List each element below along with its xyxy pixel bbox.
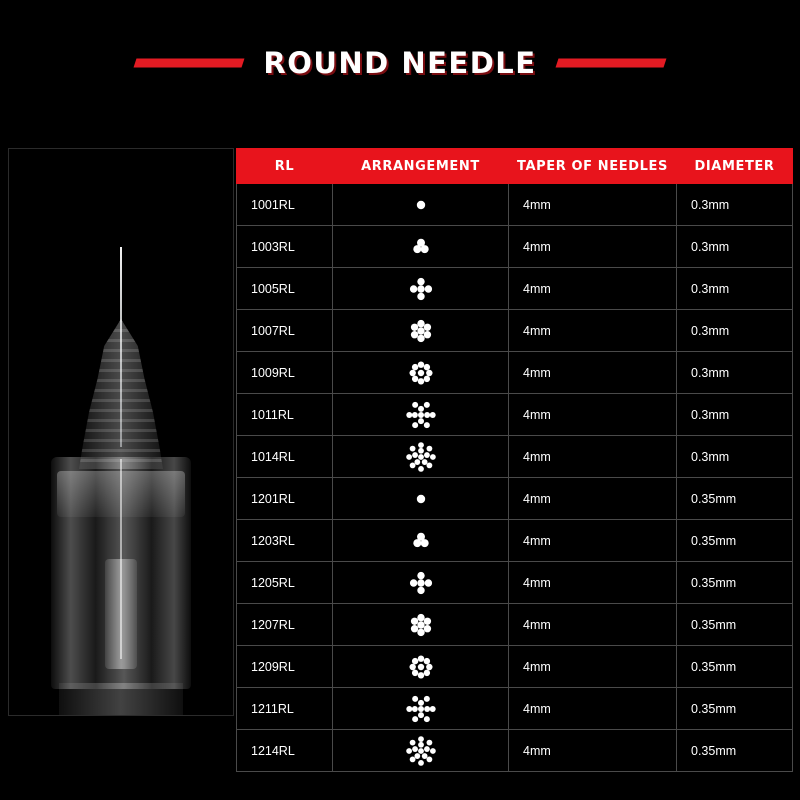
cell-model: 1009RL	[237, 352, 333, 394]
cell-model: 1214RL	[237, 730, 333, 772]
cell-diameter: 0.35mm	[677, 646, 793, 688]
cell-model: 1203RL	[237, 520, 333, 562]
cell-taper: 4mm	[509, 688, 677, 730]
cell-taper: 4mm	[509, 268, 677, 310]
cell-taper: 4mm	[509, 436, 677, 478]
table-row	[237, 730, 793, 772]
cell-model: 1007RL	[237, 310, 333, 352]
needle-arrangement-icon	[333, 226, 509, 268]
cell-model: 1003RL	[237, 226, 333, 268]
table-body	[237, 184, 793, 772]
table-row	[237, 646, 793, 688]
cell-diameter: 0.3mm	[677, 394, 793, 436]
cell-diameter: 0.3mm	[677, 352, 793, 394]
cell-diameter: 0.3mm	[677, 268, 793, 310]
cell-model: 1201RL	[237, 478, 333, 520]
cell-diameter: 0.3mm	[677, 226, 793, 268]
cell-model: 1209RL	[237, 646, 333, 688]
cell-model: 1014RL	[237, 436, 333, 478]
column-header-rl: RL	[237, 149, 333, 184]
needle-cone-icon	[79, 319, 163, 469]
cartridge-base-icon	[59, 683, 183, 716]
needle-arrangement-icon	[333, 352, 509, 394]
cell-diameter: 0.35mm	[677, 520, 793, 562]
cell-taper: 4mm	[509, 226, 677, 268]
needle-arrangement-icon	[333, 562, 509, 604]
cell-diameter: 0.35mm	[677, 730, 793, 772]
cell-model: 1211RL	[237, 688, 333, 730]
column-header-diameter: DIAMETER	[677, 149, 793, 184]
needle-arrangement-icon	[333, 646, 509, 688]
cell-taper: 4mm	[509, 352, 677, 394]
cell-taper: 4mm	[509, 520, 677, 562]
needle-arrangement-icon	[333, 268, 509, 310]
cell-taper: 4mm	[509, 604, 677, 646]
cell-taper: 4mm	[509, 730, 677, 772]
needle-arrangement-icon	[333, 730, 509, 772]
title-band	[239, 46, 560, 80]
needle-arrangement-icon	[333, 604, 509, 646]
needle-arrangement-icon	[333, 436, 509, 478]
cell-diameter: 0.35mm	[677, 478, 793, 520]
table-header-row	[237, 149, 793, 184]
cell-diameter: 0.35mm	[677, 604, 793, 646]
column-header-taper: TAPER OF NEEDLES	[509, 149, 677, 184]
cell-taper: 4mm	[509, 478, 677, 520]
needle-arrangement-icon	[333, 478, 509, 520]
product-image-panel	[8, 148, 234, 716]
cell-diameter: 0.35mm	[677, 562, 793, 604]
table-row	[237, 310, 793, 352]
cell-model: 1205RL	[237, 562, 333, 604]
column-header-arrangement: ARRANGEMENT	[333, 149, 509, 184]
cell-model: 1005RL	[237, 268, 333, 310]
cell-taper: 4mm	[509, 646, 677, 688]
table-row	[237, 268, 793, 310]
cartridge-inner-tube-icon	[105, 559, 137, 669]
needle-spec-table	[236, 148, 793, 772]
cell-diameter: 0.3mm	[677, 310, 793, 352]
table-row	[237, 562, 793, 604]
table-row	[237, 520, 793, 562]
needle-arrangement-icon	[333, 394, 509, 436]
cell-diameter: 0.35mm	[677, 688, 793, 730]
cell-diameter: 0.3mm	[677, 436, 793, 478]
table-row	[237, 226, 793, 268]
cell-taper: 4mm	[509, 562, 677, 604]
spec-table-wrapper	[236, 148, 792, 772]
page-title	[0, 46, 800, 80]
needle-arrangement-icon	[333, 184, 509, 226]
needle-arrangement-icon	[333, 310, 509, 352]
page-title-text: ROUND NEEDLE	[263, 46, 537, 80]
cell-taper: 4mm	[509, 394, 677, 436]
cell-model: 1011RL	[237, 394, 333, 436]
cell-taper: 4mm	[509, 184, 677, 226]
table-row	[237, 604, 793, 646]
cell-taper: 4mm	[509, 310, 677, 352]
table-row	[237, 352, 793, 394]
needle-arrangement-icon	[333, 688, 509, 730]
cell-diameter: 0.3mm	[677, 184, 793, 226]
cell-model: 1001RL	[237, 184, 333, 226]
table-row	[237, 184, 793, 226]
cell-model: 1207RL	[237, 604, 333, 646]
table-row	[237, 688, 793, 730]
table-row	[237, 394, 793, 436]
table-row	[237, 436, 793, 478]
table-row	[237, 478, 793, 520]
needle-arrangement-icon	[333, 520, 509, 562]
